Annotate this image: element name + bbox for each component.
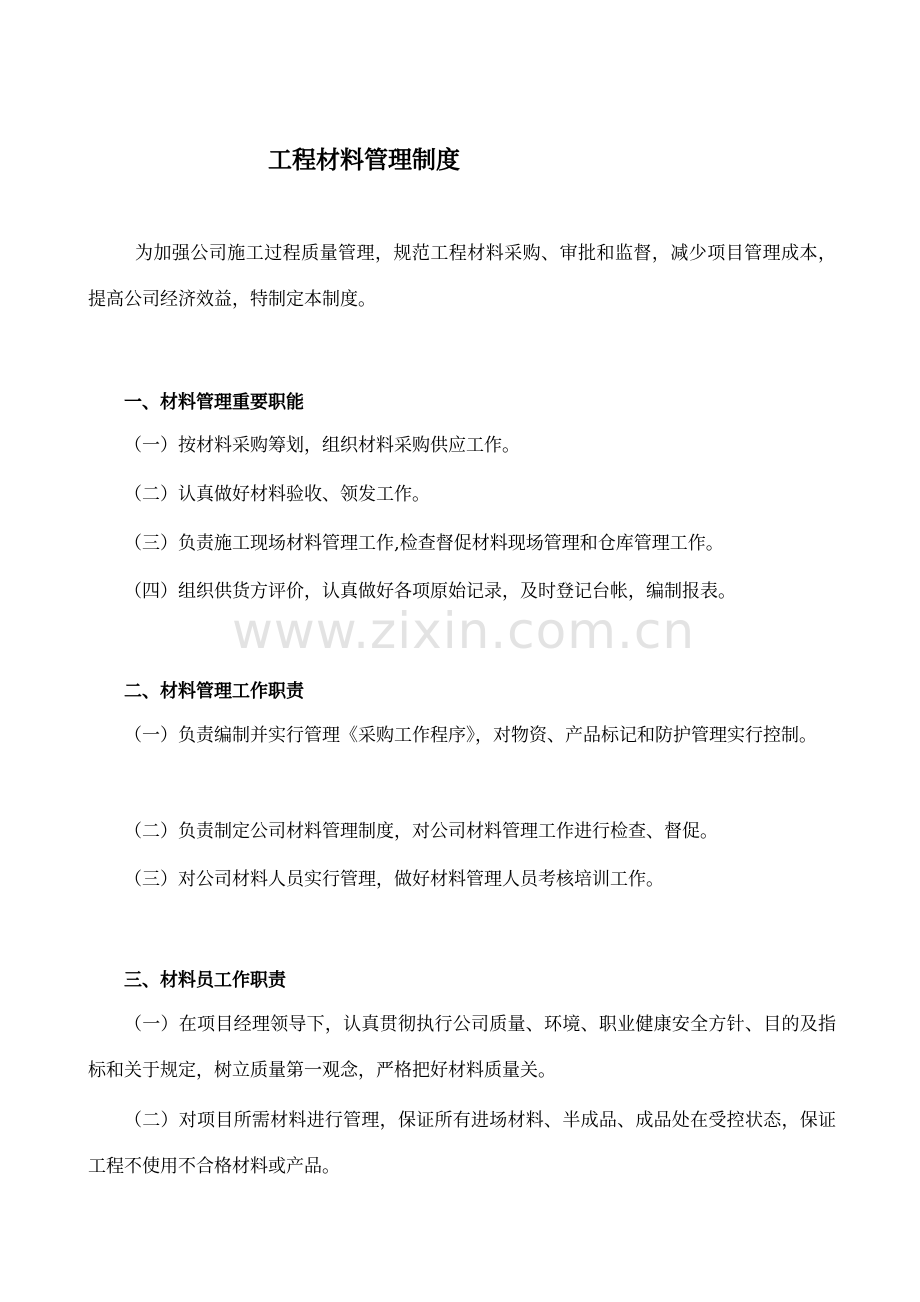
section-1-heading: 一、材料管理重要职能	[124, 392, 304, 413]
section-1-item-1: （一）按材料采购筹划，组织材料采购供应工作。	[124, 435, 520, 456]
section-2-heading: 二、材料管理工作职责	[124, 681, 304, 702]
section-1-item-2: （二）认真做好材料验收、领发工作。	[124, 484, 430, 505]
section-1-item-4: （四）组织供货方评价，认真做好各项原始记录，及时登记台帐，编制报表。	[124, 581, 736, 602]
section-3-heading: 三、材料员工作职责	[124, 970, 286, 991]
watermark: www.zixin.com.cn	[232, 602, 696, 660]
section-2-item-2: （二）负责制定公司材料管理制度，对公司材料管理工作进行检查、督促。	[124, 821, 718, 842]
intro-paragraph: 为加强公司施工过程质量管理，规范工程材料采购、审批和监督，减少项目管理成本，提高公司经济效益，特制定本制度。	[88, 243, 836, 310]
section-3-item-2: （二）对项目所需材料进行管理，保证所有进场材料、半成品、成品处在受控状态，保证工程不使用不合格材料或产品。	[88, 1110, 836, 1177]
section-2-item-3: （三）对公司材料人员实行管理，做好材料管理人员考核培训工作。	[124, 869, 664, 890]
section-1-item-3: （三）负责施工现场材料管理工作,检查督促材料现场管理和仓库管理工作。	[124, 533, 724, 554]
section-3-item-1: （一）在项目经理领导下，认真贯彻执行公司质量、环境、职业健康安全方针、目的及指标和关于规定，树立质量第一观念，严格把好材料质量关。	[88, 1014, 836, 1081]
section-2-item-1: （一）负责编制并实行管理《采购工作程序》，对物资、产品标记和防护管理实行控制。	[124, 725, 817, 746]
document-title: 工程材料管理制度	[268, 146, 460, 174]
